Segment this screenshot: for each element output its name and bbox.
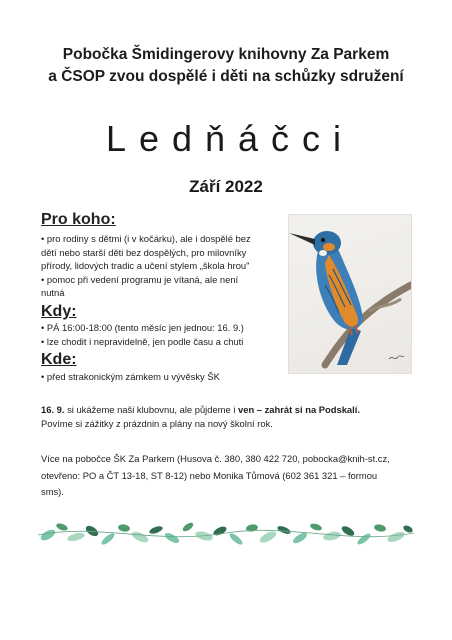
note-date: 16. 9. bbox=[41, 404, 65, 415]
kingfisher-painting bbox=[288, 214, 412, 374]
pro-koho-list bbox=[41, 232, 251, 300]
kingfisher-illustration bbox=[289, 215, 411, 373]
section-heading-kdy: Kdy: bbox=[41, 303, 77, 320]
contact-line-1: Více na pobočce ŠK Za Parkem (Husova č. 380, 380 422 720, pobocka@knih-st.cz, bbox=[41, 453, 390, 464]
date-subtitle: Září 2022 bbox=[189, 177, 263, 196]
kdy-list bbox=[41, 321, 244, 348]
contact-line-2: otevřeno: PO a ČT 13-18, ST 8-12) nebo Monika Tůmová (602 361 321 – formou bbox=[41, 469, 378, 481]
header-line-2: a ČSOP zvou dospělé i děti na schůzky sdružení bbox=[48, 68, 404, 85]
leaf-icon-group bbox=[38, 521, 414, 546]
kde-list bbox=[41, 370, 220, 384]
page-title: Ledňáčci bbox=[105, 118, 355, 159]
contact-line-3: sms). bbox=[41, 486, 64, 497]
header-line-1: Pobočka Šmidingerovy knihovny Za Parkem bbox=[62, 46, 390, 63]
section-heading-kde: Kde: bbox=[41, 351, 77, 368]
contact-paragraph bbox=[41, 451, 390, 501]
leaf-garland-decoration bbox=[38, 513, 414, 553]
bird-throat bbox=[319, 250, 327, 256]
section-heading-pro-koho: Pro koho: bbox=[41, 211, 116, 228]
pro-koho-line: • pomoc při vedení programu je vítaná, ale není bbox=[41, 273, 239, 285]
note-line-1 bbox=[41, 403, 360, 417]
note-bold: ven – zahrát si na Podskalí. bbox=[238, 404, 360, 415]
bird-eye bbox=[321, 238, 325, 242]
header bbox=[0, 44, 452, 88]
kdy-line: • PÁ 16:00-18:00 (tento měsíc jen jednou: 16. 9.) bbox=[41, 322, 244, 333]
note-line-2: Povíme si zážitky z prázdnin a plány na nový školní rok. bbox=[41, 418, 273, 429]
kde-line: • před strakonickým zámkem u vývěsky ŠK bbox=[41, 371, 220, 382]
pro-koho-line: dětí nebo starší děti bez dospělých, pro milovníky bbox=[41, 246, 247, 258]
kdy-line: • lze chodit i nepravidelně, jen podle času a chuti bbox=[41, 335, 244, 347]
pro-koho-line: přírody, lidových tradic a učení stylem „škola hrou" bbox=[41, 260, 250, 271]
note-paragraph bbox=[41, 403, 360, 431]
pro-koho-line: • pro rodiny s dětmi (i v kočárku), ale i dospělé bez bbox=[41, 233, 251, 244]
bird-beak bbox=[289, 233, 315, 245]
bird-cheek bbox=[323, 243, 335, 251]
note-text: si ukážeme naši klubovnu, ale půjdeme i bbox=[64, 404, 239, 415]
painting-signature bbox=[389, 356, 404, 359]
pro-koho-line: nutná bbox=[41, 287, 65, 298]
bird-head bbox=[313, 231, 341, 255]
